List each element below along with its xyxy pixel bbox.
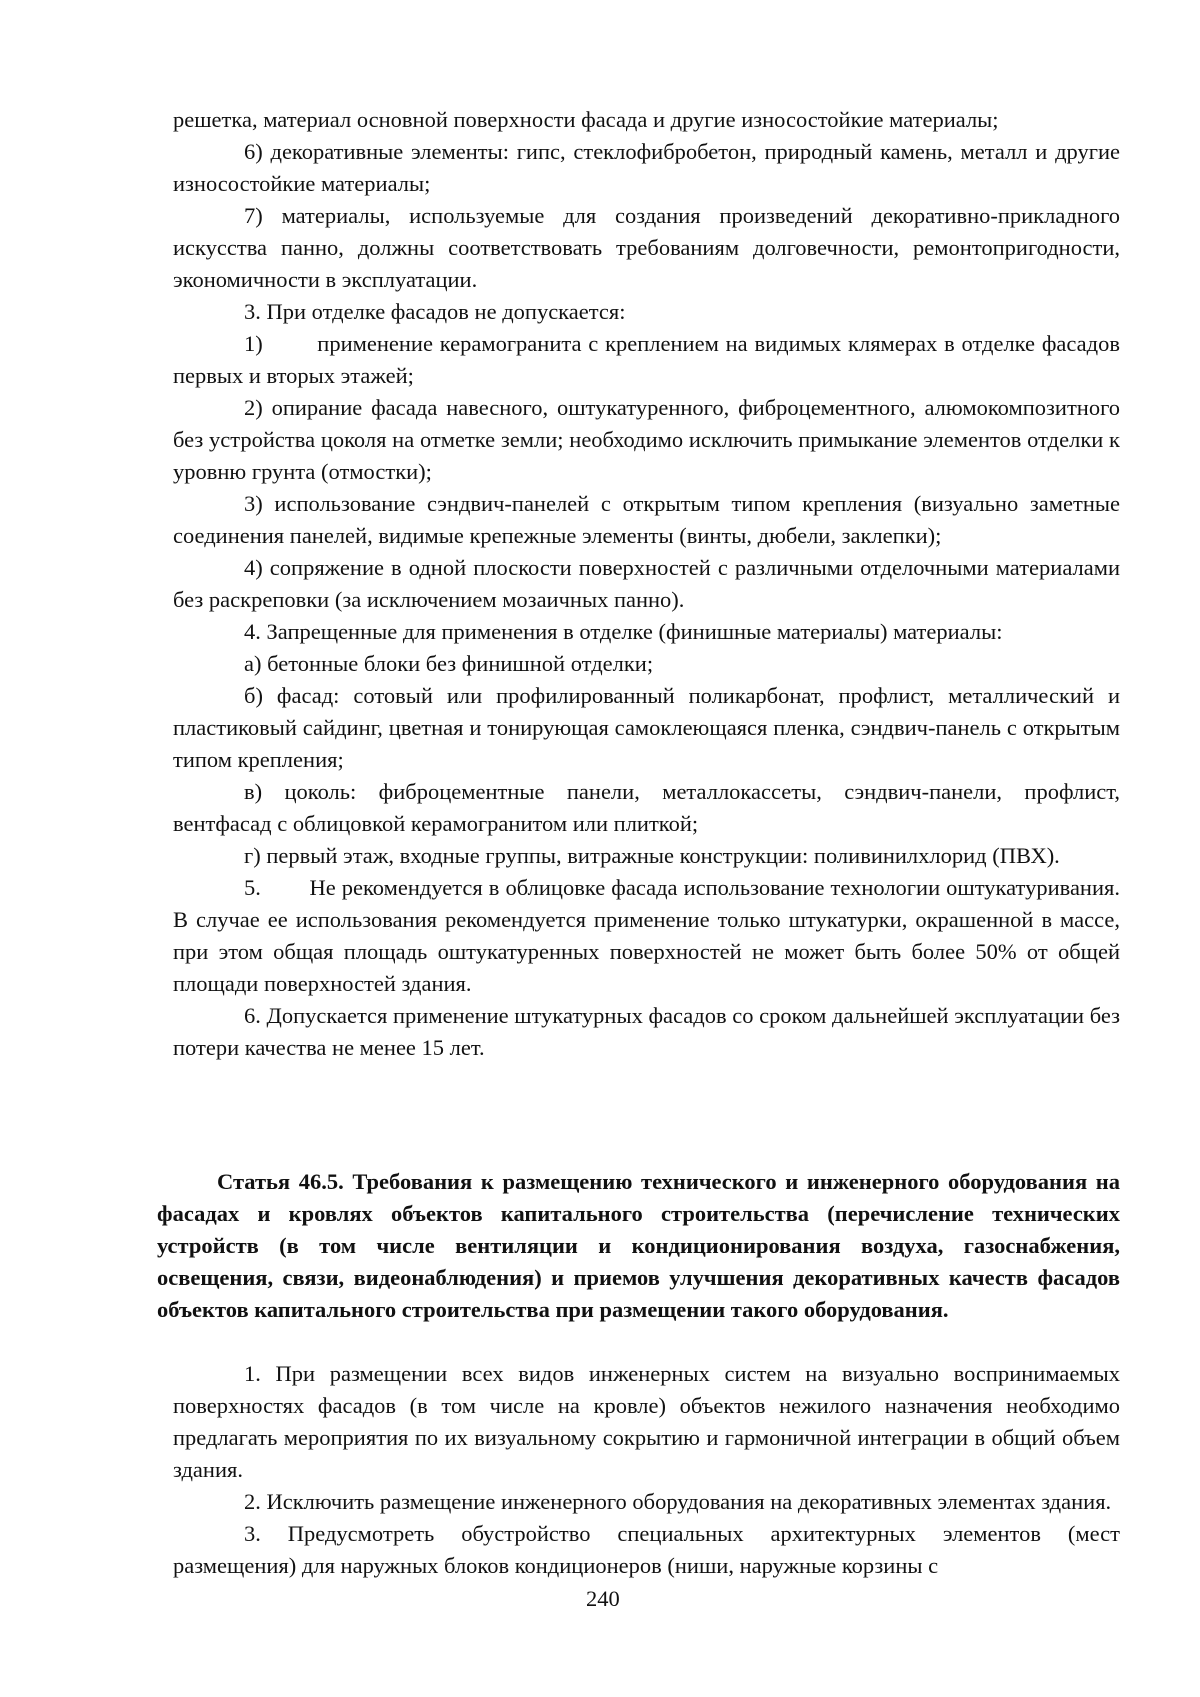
paragraph-item-7: 7) материалы, используемые для создания произведений декоративно-прикладного искусства панно, должны соответствовать требованиям долговечности, ремонтопригодности, экономичности в эксплуатации. (173, 203, 1120, 292)
paragraph-section-5: 5. Не рекомендуется в облицовке фасада использование технологии оштукатуривания. В случае ее использования рекомендуется применение только штукатурки, окрашенной в массе, при этом общая площадь оштукатуренных поверхностей не может быть более 50% от общей площади поверхностей здания. (173, 875, 1126, 996)
paragraph-continuation: решетка, материал основной поверхности фасада и другие износостойкие материалы; (173, 107, 999, 132)
article-paragraph-1: 1. При размещении всех видов инженерных систем на визуально воспринимаемых поверхностях фасадов (в том числе на кровле) объектов нежилого назначения необходимо предлагать мероприятия по их визуальному сокрытию и гармоничной интеграции в общий объем здания. (173, 1361, 1120, 1482)
article-paragraph-3: 3. Предусмотреть обустройство специальных архитектурных элементов (мест размещения) для наружных блоков кондиционеров (ниши, наружные корзины с (173, 1521, 1120, 1578)
paragraph-section-3-item-1: 1) применение керамогранита с креплением на видимых клямерах в отделке фасадов первых и вторых этажей; (173, 331, 1126, 388)
paragraph-section-3: 3. При отделке фасадов не допускается: (244, 299, 626, 324)
paragraph-section-4-item-v: в) цоколь: фиброцементные панели, металлокассеты, сэндвич-панели, профлист, вентфасад с облицовкой керамогранитом или плиткой; (173, 779, 1120, 836)
paragraph-section-4-item-g: г) первый этаж, входные группы, витражные конструкции: поливинилхлорид (ПВХ). (244, 843, 1060, 868)
article-paragraph-2: 2. Исключить размещение инженерного оборудования на декоративных элементах здания. (244, 1489, 1112, 1514)
paragraph-section-6: 6. Допускается применение штукатурных фасадов со сроком дальнейшей эксплуатации без потери качества не менее 15 лет. (173, 1003, 1120, 1060)
paragraph-item-6: 6) декоративные элементы: гипс, стеклофибробетон, природный камень, металл и другие износостойкие материалы; (173, 139, 1120, 196)
paragraph-section-3-item-4: 4) сопряжение в одной плоскости поверхностей с различными отделочными материалами без раскреповки (за исключением мозаичных панно). (173, 555, 1120, 612)
document-body-bottom (173, 1358, 1120, 1582)
document-body-top (173, 104, 1126, 1064)
article-heading: Статья 46.5. Требования к размещению технического и инженерного оборудования на фасадах и кровлях объектов капитального строительства (перечисление технических устройств (в том числе вентиляции и кондиционирования воздуха, газоснабжения, освещения, связи, видеонаблюдения) и приемов улучшения декоративных качеств фасадов объектов капитального строительства при размещении такого оборудования. (157, 1169, 1120, 1322)
paragraph-section-3-item-2: 2) опирание фасада навесного, оштукатуренного, фиброцементного, алюмокомпозитного без устройства цоколя на отметке земли; необходимо исключить примыкание элементов отделки к уровню грунта (отмостки); (173, 395, 1120, 484)
paragraph-section-4-item-a: а) бетонные блоки без финишной отделки; (244, 651, 654, 676)
paragraph-section-4-item-b: б) фасад: сотовый или профилированный поликарбонат, профлист, металлический и пластиковый сайдинг, цветная и тонирующая самоклеющаяся пленка, сэндвич-панель с открытым типом крепления; (173, 683, 1120, 772)
paragraph-section-4: 4. Запрещенные для применения в отделке (финишные материалы) материалы: (244, 619, 1003, 644)
page-number: 240 (586, 1586, 620, 1611)
paragraph-section-3-item-3: 3) использование сэндвич-панелей с открытым типом крепления (визуально заметные соединения панелей, видимые крепежные элементы (винты, дюбели, заклепки); (173, 491, 1120, 548)
